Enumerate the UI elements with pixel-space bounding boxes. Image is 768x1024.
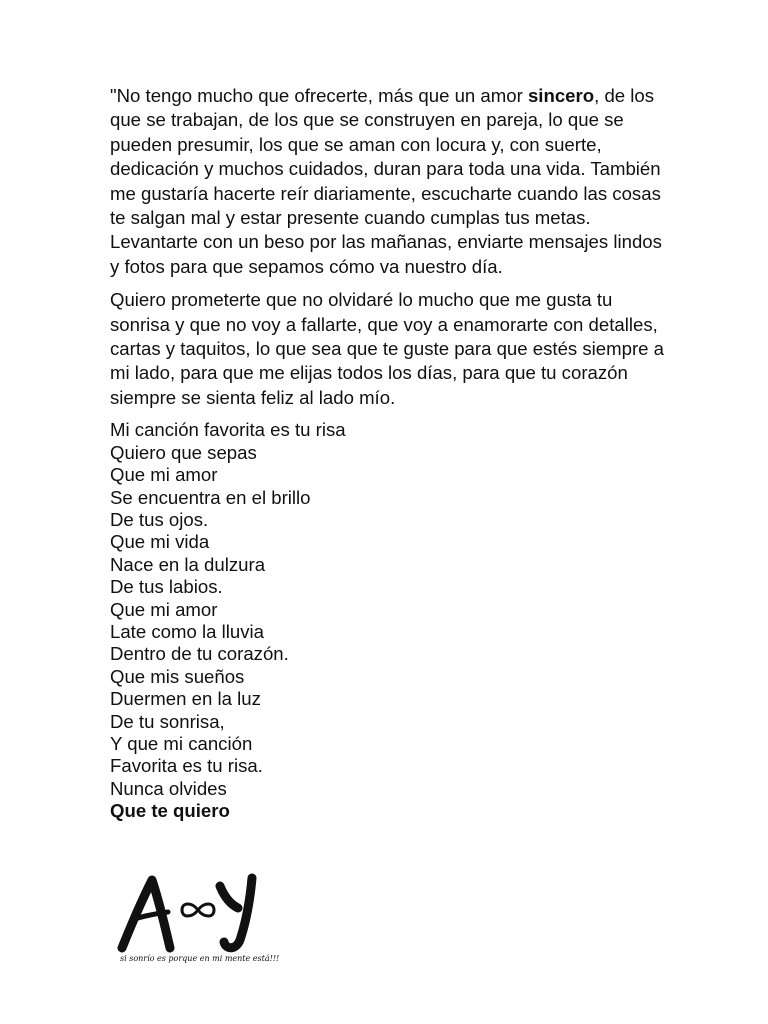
letter-body [110,84,666,823]
poem-line: Duermen en la luz [110,688,261,710]
emphasis-sincero: sincero [527,85,595,106]
poem-line: De tus labios. [110,576,223,598]
poem-line: Que mi vida [110,531,210,553]
poem-line: Y que mi canción [110,732,253,754]
initials-infinity-logo [112,870,268,954]
poem-line: Late como la lluvia [110,620,264,642]
logo-tagline: si sonrío es porque en mi mente está!!! [120,954,280,963]
paragraph-1-rest: , de los que se trabajan, de los que se construyen en pareja, lo que se pueden presumir, los que se aman con locura y, con suerte, dedicación y muchos cuidados, duran para toda una vida. También me gustaría hacerte reír diariamente, escucharte cuando las cosas te salgan mal y estar presente cuando cumplas tus metas. Levantarte con un beso por las mañanas, enviarte mensajes lindos y fotos para que sepamos cómo va nuestro día. [110,85,662,277]
poem-line: De tus ojos. [110,508,209,530]
paragraph-1 [110,84,666,279]
poem-closing-line: Que te quiero [110,800,230,822]
poem-line: Que mi amor [110,464,218,486]
poem-line: Mi canción favorita es tu risa [110,419,346,441]
paragraph-2: Quiero prometerte que no olvidaré lo mucho que me gusta tu sonrisa y que no voy a fallarte, que voy a enamorarte con detalles, cartas y taquitos, lo que sea que te guste para que estés siempre a mi lado, para que me elijas todos los días, para que tu corazón siempre se sienta feliz al lado mío. [110,289,665,408]
poem-line: Que mis sueños [110,665,245,687]
paragraph-1-start: "No tengo mucho que ofrecerte, más que un amor [110,85,528,106]
poem-line: Nunca olvides [110,777,227,799]
poem-line: Favorita es tu risa. [110,755,263,777]
signature-logo [112,870,280,970]
logo-infinity [182,904,214,916]
poem [110,419,666,822]
poem-line: Dentro de tu corazón. [110,643,289,665]
poem-line: De tu sonrisa, [110,710,225,732]
poem-line: Quiero que sepas [110,441,257,463]
poem-line: Que mi amor [110,598,218,620]
poem-line: Se encuentra en el brillo [110,486,311,508]
poem-line: Nace en la dulzura [110,553,266,575]
logo-letter-y [220,878,252,948]
